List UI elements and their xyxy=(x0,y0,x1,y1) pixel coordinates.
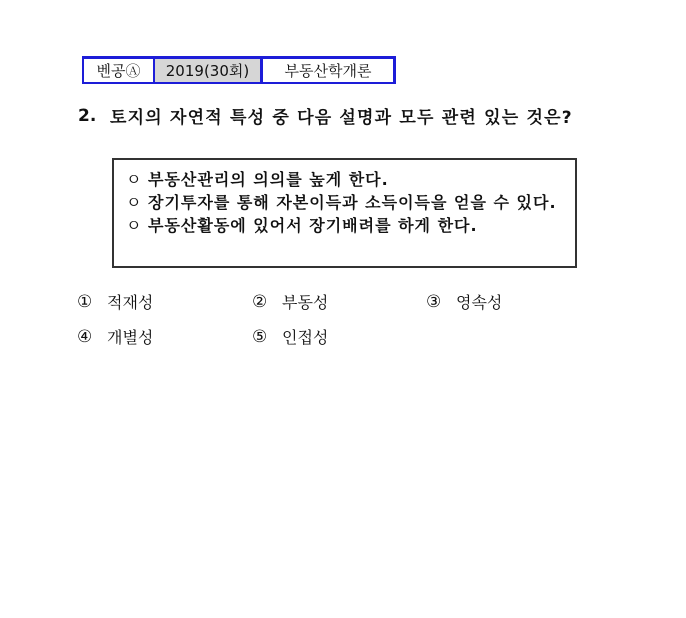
subject-label: 부동산학개론 xyxy=(260,59,393,82)
statement-text: 부동산활동에 있어서 장기배려를 하게 한다. xyxy=(148,216,478,235)
bullet-icon: ㅇ xyxy=(126,193,143,212)
bullet-icon: ㅇ xyxy=(126,216,143,235)
choice-number: ③ xyxy=(426,291,442,312)
choice-1[interactable] xyxy=(77,290,153,313)
choice-number: ① xyxy=(77,291,93,312)
choice-text: 적재성 xyxy=(107,293,154,312)
question-text: 토지의 자연적 특성 중 다음 설명과 모두 관련 있는 것은? xyxy=(110,108,573,128)
bullet-icon: ㅇ xyxy=(126,170,143,189)
choice-text: 인접성 xyxy=(282,328,329,347)
choice-number: ④ xyxy=(77,326,93,347)
exam-year-label: 2019(30회) xyxy=(155,59,260,82)
choice-number: ② xyxy=(252,291,268,312)
choice-3[interactable] xyxy=(426,290,502,313)
statement-text: 부동산관리의 의의를 높게 한다. xyxy=(148,170,389,189)
course-label: 벤공Ⓐ xyxy=(84,59,155,82)
choice-text: 개별성 xyxy=(107,328,154,347)
choice-2[interactable] xyxy=(252,290,328,313)
statement-item xyxy=(126,168,565,191)
choice-number: ⑤ xyxy=(252,326,268,347)
question-number: 2. xyxy=(78,106,97,126)
exam-header xyxy=(82,56,396,84)
statement-item xyxy=(126,214,565,237)
choice-text: 부동성 xyxy=(282,293,329,312)
choice-text: 영속성 xyxy=(456,293,503,312)
statement-text: 장기투자를 통해 자본이득과 소득이득을 얻을 수 있다. xyxy=(148,193,557,212)
choice-4[interactable] xyxy=(77,325,153,348)
statement-item xyxy=(126,191,565,214)
statement-box xyxy=(112,158,577,268)
choice-5[interactable] xyxy=(252,325,328,348)
